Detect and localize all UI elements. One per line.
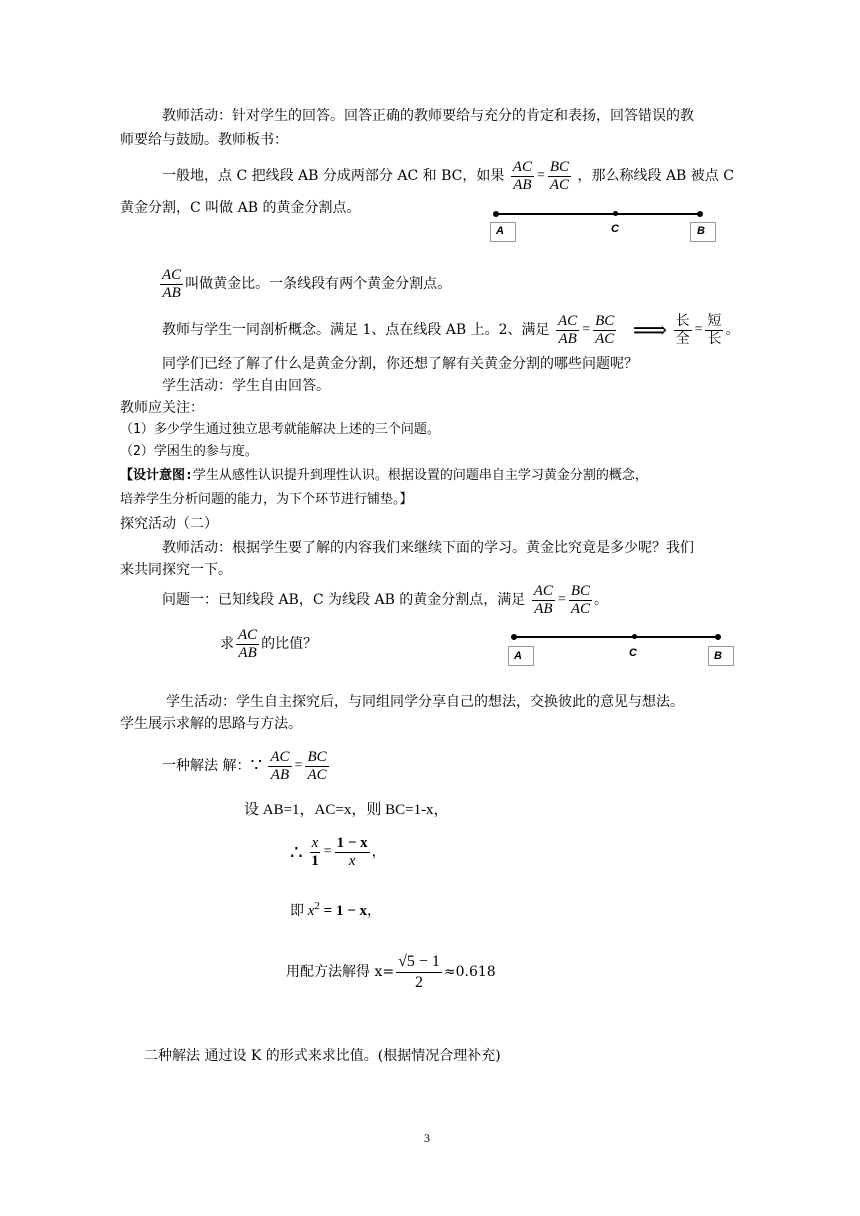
para-teacher-activity-line1: 教师活动：针对学生的回答。回答正确的教师要给与充分的肯定和表扬，回答错误的教 xyxy=(162,108,694,124)
definition-post: ，那么称线段 AB 被点 C xyxy=(577,168,734,184)
teacher-activity-2-line2: 来共同探究一下。 xyxy=(120,562,232,578)
question-line: 同学们已经了解了什么是黄金分割，你还想了解有关黄金分割的哪些问题呢？ xyxy=(162,356,638,372)
student-free-answer: 学生活动：学生自由回答。 xyxy=(162,378,330,394)
design-intent-label: 【设计意图: xyxy=(120,468,193,483)
frac-den: AC xyxy=(595,330,615,347)
ie-equation xyxy=(290,896,381,921)
frac-den: AB xyxy=(534,600,553,617)
frac-den: x xyxy=(348,852,356,869)
frac-num: AC xyxy=(270,748,290,765)
therefore-equation xyxy=(290,830,386,874)
frac-num: BC xyxy=(595,312,615,329)
equals-sign: = xyxy=(323,844,332,859)
frac-den: 1 xyxy=(311,852,319,869)
frac-num: AC xyxy=(558,312,578,329)
fraction-ac-ab xyxy=(268,749,291,784)
design-intent-line1 xyxy=(120,466,648,486)
frac-num: BC xyxy=(307,748,327,765)
method-one-line xyxy=(162,746,331,786)
frac-num: 短 xyxy=(707,312,722,329)
point-a-dot xyxy=(493,211,499,217)
frac-den: AB xyxy=(162,284,181,301)
point-b-label: B xyxy=(714,650,722,662)
fraction-bc-ac xyxy=(569,583,592,618)
equals-sign: = xyxy=(694,322,703,337)
seek-post: 的比值？ xyxy=(261,636,318,652)
fraction-bc-ac xyxy=(593,313,616,348)
fraction-ac-ab xyxy=(511,159,534,194)
comma: ， xyxy=(367,903,382,919)
comma: ， xyxy=(371,844,386,860)
completing-square-result xyxy=(286,948,496,996)
teacher-focus-heading: 教师应关注： xyxy=(120,400,204,416)
equals-sign: = xyxy=(582,322,591,337)
definition-line2: 黄金分割，C 叫做 AB 的黄金分割点。 xyxy=(120,200,361,216)
seek-ratio-line xyxy=(220,624,317,664)
method-two-line: 二种解法 通过设 K 的形式来求比值。(根据情况合理补充) xyxy=(144,1048,501,1064)
because-symbol: ∵ xyxy=(250,755,262,776)
segment-line xyxy=(514,636,718,638)
point-c-label: C xyxy=(611,223,619,235)
frac-den: AB xyxy=(558,330,577,347)
point-a-label: A xyxy=(514,650,522,662)
point-c-label: C xyxy=(629,647,637,659)
equals-sign: = xyxy=(536,168,545,183)
student-activity-2-line1: 学生活动：学生自主探究后，与同组同学分享自己的想法，交换彼此的意见与想法。 xyxy=(166,694,684,710)
frac-num: √5 − 1 xyxy=(396,952,442,973)
equals-sign: = xyxy=(557,592,566,607)
design-intent-text: 学生从感性认识提升到理性认识。根据设置的问题串自主学习黄金分割的概念， xyxy=(192,468,648,483)
fraction-1mx-x xyxy=(335,835,370,870)
analysis-pre: 教师与学生一同剖析概念。满足 1、点在线段 AB 上。2、满足 xyxy=(162,322,550,338)
therefore-symbol: ∴ xyxy=(290,840,303,864)
method-one-label: 一种解法 解： xyxy=(162,758,251,774)
fraction-ac-ab xyxy=(236,627,259,662)
equals-sign: = xyxy=(294,758,303,773)
point-b-label: B xyxy=(697,225,705,237)
fraction-short-long xyxy=(705,313,723,348)
problem-one-pre: 问题一：已知线段 AB，C 为线段 AB 的黄金分割点，满足 xyxy=(162,592,526,608)
fraction-bc-ac xyxy=(548,159,571,194)
point-c-dot xyxy=(632,634,637,639)
frac-den: AC xyxy=(570,600,591,617)
point-b-dot xyxy=(697,211,703,217)
frac-num: 1 − x xyxy=(336,834,368,851)
frac-den: AC xyxy=(307,766,327,783)
frac-den: AC xyxy=(549,176,570,193)
period: 。 xyxy=(594,592,609,608)
page-number: 3 xyxy=(424,1131,430,1145)
implies-arrow-icon: ⟹ xyxy=(632,316,668,344)
frac-den: 全 xyxy=(675,330,690,347)
focus-item-1: （1）多少学生通过独立思考就能解决上述的三个问题。 xyxy=(120,422,440,437)
analysis-line xyxy=(162,310,739,350)
equation-rest: = 1 − x xyxy=(319,903,368,919)
point-a-dot xyxy=(511,634,517,640)
definition-line1 xyxy=(162,158,734,194)
frac-num: AC xyxy=(162,266,182,283)
frac-num: BC xyxy=(549,158,570,175)
student-activity-2-line2: 学生展示求解的思路与方法。 xyxy=(120,716,302,732)
approx-value: ≈0.618 xyxy=(443,964,496,980)
segment-line xyxy=(496,213,700,215)
design-intent-line2: 培养学生分析问题的能力，为下个环节进行铺垫。】 xyxy=(120,492,413,507)
exponent: 2 xyxy=(314,900,320,912)
frac-num: BC xyxy=(570,582,591,599)
frac-num: 长 xyxy=(675,312,690,329)
problem-one-line xyxy=(162,580,608,620)
fraction-bc-ac xyxy=(305,749,328,784)
ratio-text: 叫做黄金比。一条线段有两个黄金分割点。 xyxy=(185,276,452,292)
seek-pre: 求 xyxy=(220,636,234,652)
explore-activity-2-heading: 探究活动（二） xyxy=(120,516,218,532)
fraction-sqrt5-minus1-over-2 xyxy=(396,952,442,993)
frac-num: AC xyxy=(512,158,532,175)
fraction-long-whole xyxy=(674,313,692,348)
teacher-activity-2-line1: 教师活动：根据学生要了解的内容我们来继续下面的学习。黄金比究竟是多少呢？我们 xyxy=(162,540,694,556)
set-variables-line: 设 AB=1，AC=x，则 BC=1-x， xyxy=(244,802,449,818)
fraction-ac-ab xyxy=(532,583,555,618)
frac-den: AB xyxy=(238,644,257,661)
completing-square-label: 用配方法解得 x= xyxy=(286,964,395,980)
var-x: x xyxy=(307,903,315,919)
fraction-ac-ab xyxy=(160,267,183,302)
fraction-x-1 xyxy=(309,835,321,870)
fraction-ac-ab xyxy=(556,313,579,348)
para-teacher-activity-line2: 师要给与鼓励。教师板书： xyxy=(120,132,288,148)
frac-den: 2 xyxy=(414,973,423,991)
golden-ratio-line xyxy=(160,264,451,304)
frac-den: AB xyxy=(513,176,532,193)
frac-den: 长 xyxy=(707,330,722,347)
point-a-label: A xyxy=(496,225,504,237)
focus-item-2: （2）学困生的参与度。 xyxy=(120,444,258,459)
period: 。 xyxy=(725,322,740,338)
definition-pre: 一般地，点 C 把线段 AB 分成两部分 AC 和 BC，如果 xyxy=(162,168,505,184)
frac-num: AC xyxy=(533,582,553,599)
frac-den: AB xyxy=(270,766,290,783)
ie-label: 即 xyxy=(290,903,304,919)
point-b-dot xyxy=(715,634,721,640)
point-c-dot xyxy=(613,211,618,216)
frac-num: x xyxy=(311,834,319,851)
frac-num: AC xyxy=(238,626,258,643)
